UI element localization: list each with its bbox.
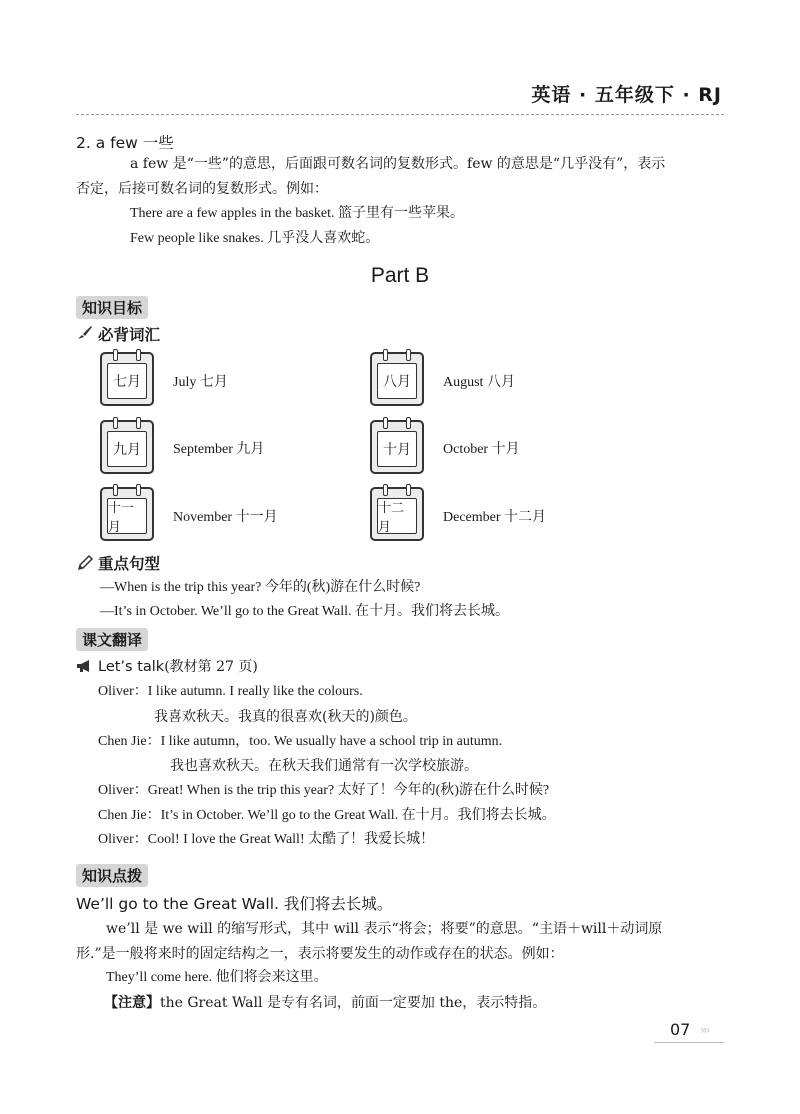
dialogue-line: Oliver：I like autumn. I really like the colours. <box>98 684 363 699</box>
month-label: September 九月 <box>173 442 265 457</box>
part-title: Part B <box>370 264 430 287</box>
calendar-icon <box>100 420 154 474</box>
dialogue-line: Chen Jie：I like autumn，too. We usually have a school trip in autumn. <box>98 734 503 749</box>
running-header: 英语 · 五年级下 · RJ <box>531 84 722 106</box>
key-sentence: —It’s in October. We’ll go to the Great Wall. 在十月。我们将去长城。 <box>100 604 510 619</box>
pencil-icon <box>76 554 94 572</box>
talk-title: Let’s talk <box>98 659 165 675</box>
calendar-month: 八月 <box>377 363 417 399</box>
calendar-month: 七月 <box>107 363 147 399</box>
dialogue-line: Oliver：Great! When is the trip this year? 太好了！今年的(秋)游在什么时候? <box>98 783 550 798</box>
vocab-heading: 必背词汇 <box>98 326 161 344</box>
calendar-month: 十月 <box>377 431 417 467</box>
section-heading-a-few: 2. a few 一些 <box>76 134 174 152</box>
calendar-icon <box>100 352 154 406</box>
calendar-month: 九月 <box>107 431 147 467</box>
dialogue-translation: 我也喜欢秋天。在秋天我们通常有一次学校旅游。 <box>170 758 478 774</box>
sentence-heading: 重点句型 <box>98 555 161 573</box>
section-tag-points: 知识点拨 <box>76 864 148 887</box>
chevron-decoration: ››› <box>700 1023 709 1037</box>
talk-ref: (教材第 27 页) <box>164 659 258 675</box>
month-label: August 八月 <box>443 375 515 390</box>
month-label: October 十月 <box>443 442 520 457</box>
calendar-month: 十二月 <box>377 498 417 534</box>
brush-icon <box>76 324 94 342</box>
month-label: December 十二月 <box>443 510 547 525</box>
calendar-icon <box>370 352 424 406</box>
section-tag-translation: 课文翻译 <box>76 628 148 651</box>
calendar-month: 十一月 <box>107 498 147 534</box>
page-number: 07 <box>670 1020 691 1039</box>
dialogue-line: Oliver：Cool! I love the Great Wall! 太酷了！我爱长城！ <box>98 832 435 847</box>
points-heading: We’ll go to the Great Wall. 我们将去长城。 <box>76 895 393 913</box>
paragraph-line: 形.”是一般将来时的固定结构之一，表示将要发生的动作或存在的状态。例如： <box>76 946 564 962</box>
paragraph-line: we’ll 是 we will 的缩写形式，其中 will 表示“将会；将要”的意思。“主语＋will＋动词原 <box>106 921 663 937</box>
dialogue-translation: 我喜欢秋天。我真的很喜欢(秋天的)颜色。 <box>154 709 417 725</box>
note-text: the Great Wall 是专有名词，前面一定要加 the，表示特指。 <box>160 995 547 1011</box>
calendar-icon <box>100 487 154 541</box>
note-tag: 【注意】 <box>104 995 160 1011</box>
megaphone-icon <box>76 659 94 673</box>
month-label: November 十一月 <box>173 510 278 525</box>
example-sentence: Few people like snakes. 几乎没人喜欢蛇。 <box>130 231 380 246</box>
calendar-icon <box>370 487 424 541</box>
section-tag-knowledge-goal: 知识目标 <box>76 296 148 319</box>
example-sentence: They’ll come here. 他们将会来这里。 <box>106 970 328 985</box>
header-divider <box>76 114 724 115</box>
dialogue-line: Chen Jie：It’s in October. We’ll go to the Great Wall. 在十月。我们将去长城。 <box>98 808 556 823</box>
paragraph-line: a few 是“一些”的意思，后面跟可数名词的复数形式。few 的意思是“几乎没有”，表示 <box>130 156 666 172</box>
calendar-icon <box>370 420 424 474</box>
footer-divider <box>654 1042 724 1043</box>
example-sentence: There are a few apples in the basket. 篮子里有一些苹果。 <box>130 206 464 221</box>
paragraph-line: 否定，后接可数名词的复数形式。例如： <box>76 181 328 197</box>
month-label: July 七月 <box>173 375 228 390</box>
key-sentence: —When is the trip this year? 今年的(秋)游在什么时候? <box>100 580 421 595</box>
